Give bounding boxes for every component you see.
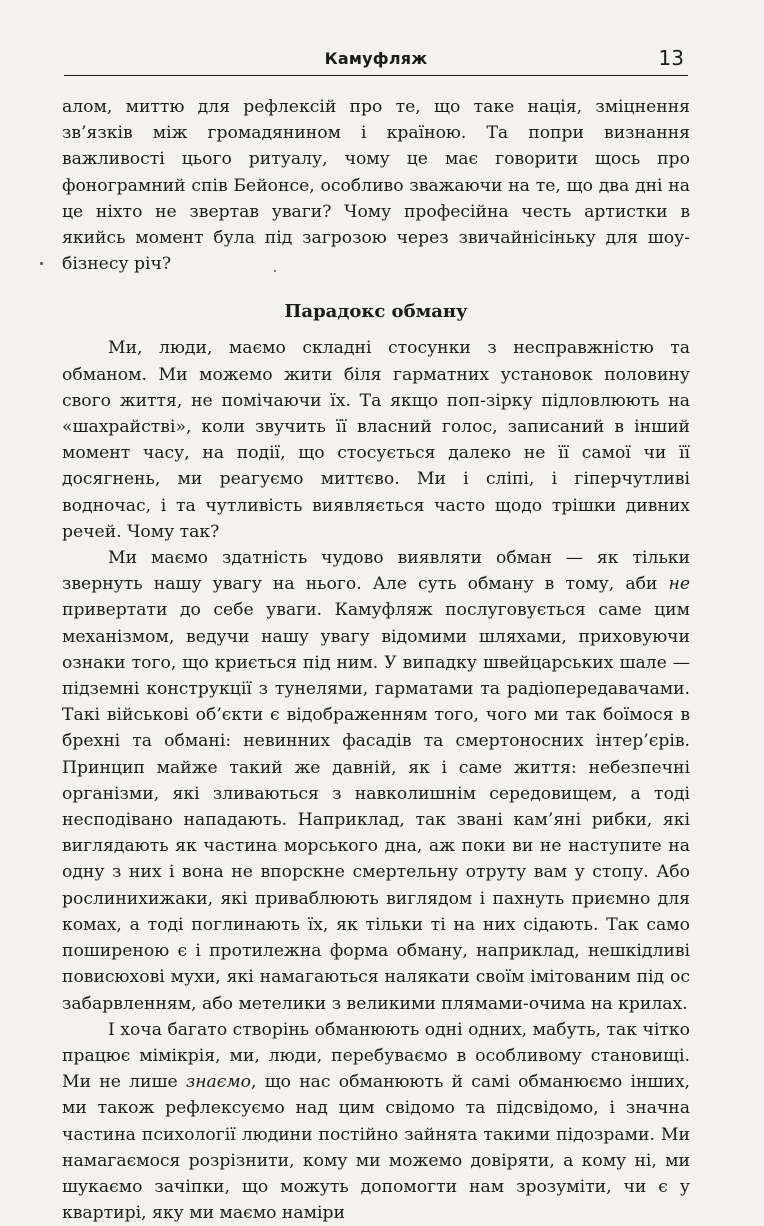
paragraph-2 — [62, 545, 690, 1017]
paragraph-2-text-b: привертати до себе уваги. Камуфляж послуговується саме цим механізмом, ведучи нашу увагу відомими шляхами, приховуючи ознаки того, що криється під ним. У випадку швейцарських шале — підземні конструкції з тунелями, гарматами та радіопередавачами. Такі військові об’єкти є відображенням того, чого ми так боїмося в брехні та обмані: невинних фасадів та смертоносних інтер’єрів. Принцип майже такий же давній, як і саме життя: небезпечні організми, які зливаються з навколишнім середовищем, а тоді несподівано нападають. Наприклад, так звані кам’яні рибки, які виглядають як частина морського дна, аж поки ви не наступите на одну з них і вона не впорскне смертельну отруту вам у стопу. Або рослинихижаки, які приваблюють виглядом і пахнуть приємно для комах, а тоді поглинають їх, як тільки ті на них сідають. Так само поширеною є і протилежна форма обману, наприклад, нешкідливі повисюхові мухи, які намагаються налякати своїм імітованим під ос забарвленням, або метелики з великими плямами-очима на крилах. — [62, 600, 690, 1014]
body-text — [62, 94, 690, 1226]
paragraph-3 — [62, 1017, 690, 1226]
paragraph-3-text-b: , що нас обманюють й самі обманюємо інших, ми також рефлексуємо над цим свідомо та підсвідомо, і значна частина психології людини постійно зайнята такими підозрами. Ми намагаємося розрізнити, кому ми можемо довіряти, а кому ні, ми шукаємо зачіпки, що можуть допомогти нам зрозуміти, чи є у квартирі, яку ми маємо наміри — [62, 1072, 690, 1224]
page-number: 13 — [658, 46, 684, 70]
paragraph-1: Ми, люди, маємо складні стосунки з несправжністю та обманом. Ми можемо жити біля гарматних установок половину свого життя, не помічаючи їх. Та якщо поп-зірку підловлюють на «шахрайстві», коли звучить її власний голос, записаний в інший момент часу, на події, що стосується далеко не її самої чи її досягнень, ми реагуємо миттєво. Ми і сліпі, і гіперчутливі водночас, і та чутливість виявляється часто щодо трішки дивних речей. Чому так? — [62, 338, 690, 542]
paragraph-2-text-a: Ми маємо здатність чудово виявляти обман — як тільки звернуть нашу увагу на нього. Але суть обману в тому, аби — [62, 548, 690, 595]
paragraph-2-emphasis: не — [668, 574, 690, 595]
print-speck — [274, 270, 276, 272]
header-rule — [64, 75, 688, 76]
running-header — [64, 44, 688, 76]
chapter-title: Камуфляж — [324, 49, 428, 68]
paragraph-intro: алом, миттю для рефлексій про те, що таке нація, зміцнення зв’язків між громадянином і країною. Та попри визнання важливості цього ритуалу, чому це має говорити щось про фонограмний спів Бейонсе, особливо зважаючи на те, що два дні на це ніхто не звертав уваги? Чому професійна честь артистки в якийсь момент була під загрозою через звичайнісіньку для шоу-бізнесу річ? — [62, 97, 690, 275]
paragraph-3-text-a: І хоча багато створінь обманюють одні одних, мабуть, так чітко працює мімікрія, ми, люди, перебуваємо в особливому становищі. Ми не лише — [62, 1019, 690, 1093]
print-speck — [40, 262, 43, 265]
paragraph-3-emphasis: знаємо — [185, 1072, 252, 1093]
section-heading: Парадокс обману — [284, 301, 468, 323]
